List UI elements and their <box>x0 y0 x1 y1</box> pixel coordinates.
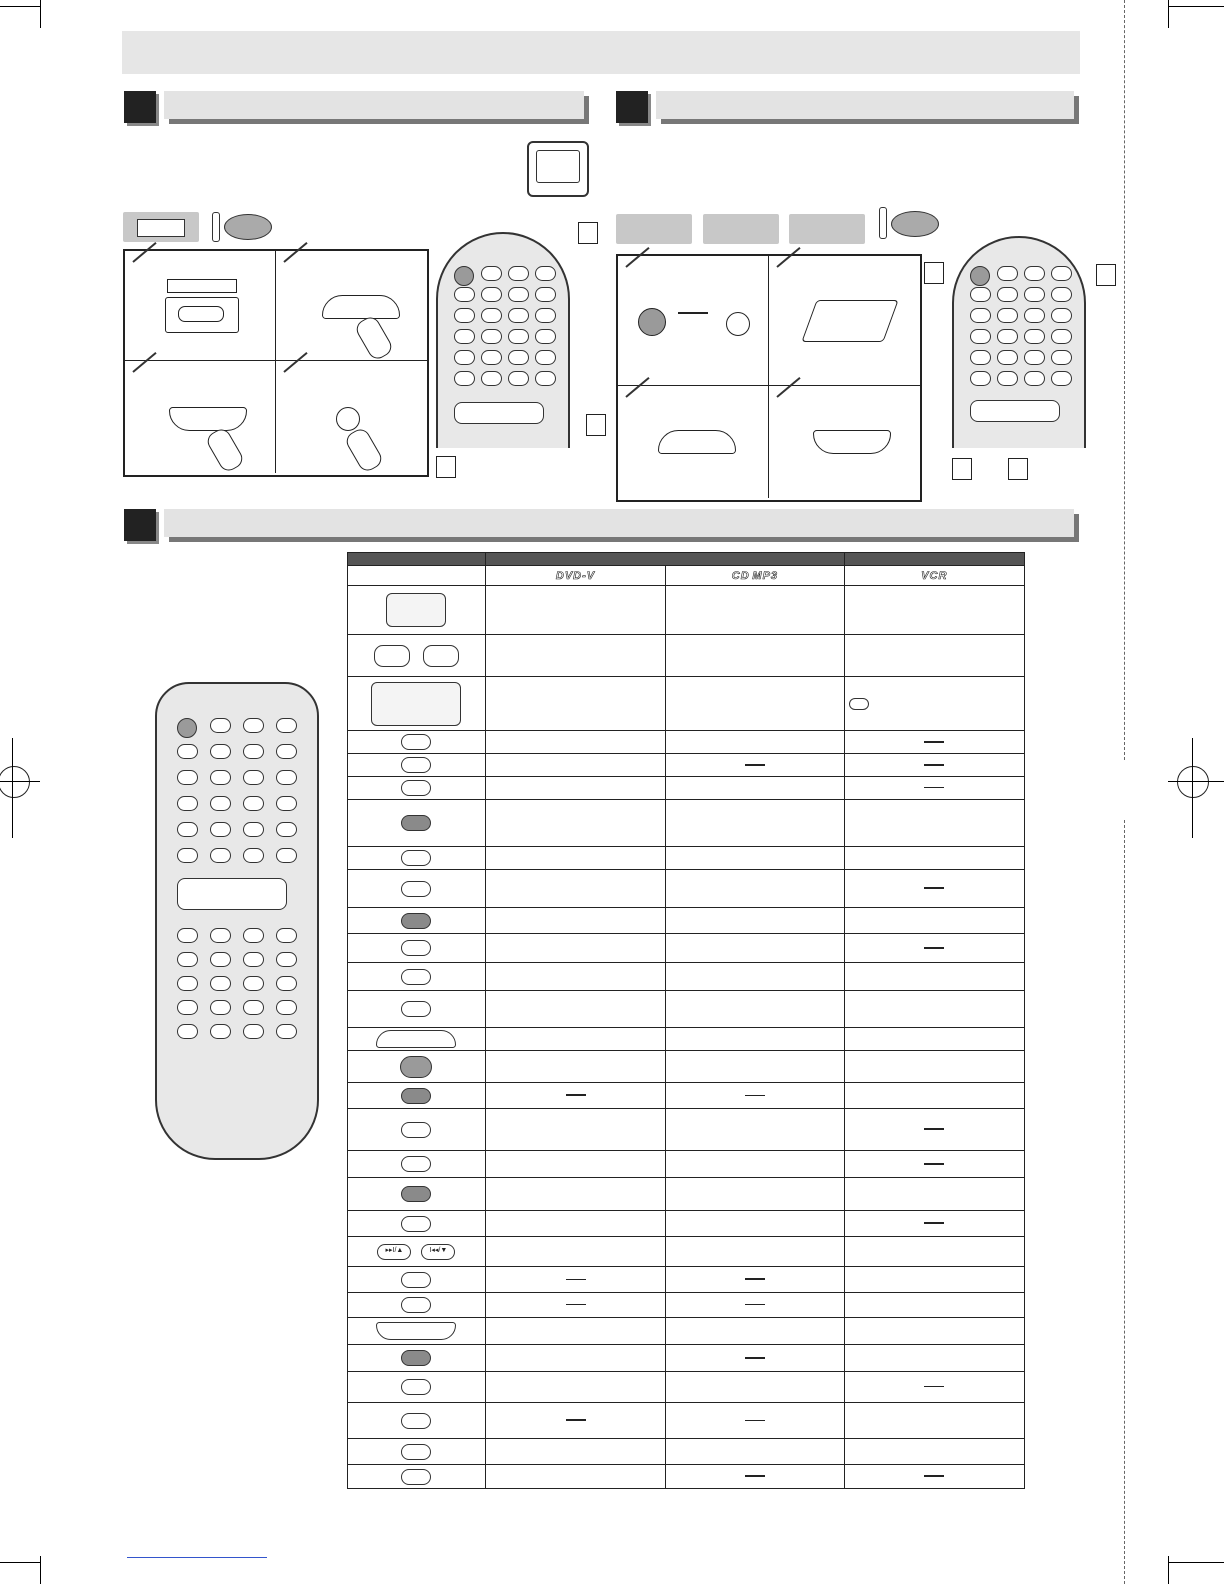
remote-button <box>243 744 264 759</box>
registration-mark <box>1177 766 1209 798</box>
remote-button <box>508 329 529 344</box>
table-row <box>348 635 1025 677</box>
table-row <box>348 1439 1025 1465</box>
button-icon <box>401 734 431 750</box>
remote-button <box>276 976 297 991</box>
step-power-open <box>618 256 769 386</box>
header-cell <box>348 553 486 566</box>
button-icon <box>401 1444 431 1460</box>
remote-button <box>508 266 529 281</box>
remote-button <box>481 371 502 386</box>
step-press-stop <box>769 386 920 498</box>
crop-mark <box>40 0 41 28</box>
remote-partial-right <box>952 236 1088 448</box>
remote-button <box>970 350 991 365</box>
button-icon <box>401 815 431 831</box>
table-row <box>348 847 1025 870</box>
button-icon <box>401 1469 431 1485</box>
vcr-cassette-icon <box>123 212 199 242</box>
remote-button <box>970 287 991 302</box>
section-header-right <box>616 91 1074 121</box>
remote-button <box>481 266 502 281</box>
remote-button <box>177 744 198 759</box>
registration-mark <box>1168 781 1224 782</box>
remote-button <box>535 329 556 344</box>
table-row <box>348 1083 1025 1109</box>
remote-button <box>454 308 475 323</box>
step-insert-cassette <box>125 251 276 361</box>
remote-button <box>1024 350 1045 365</box>
not-available-mark <box>566 1419 586 1421</box>
rewind-icon <box>374 645 410 667</box>
not-available-mark <box>924 1222 944 1224</box>
cd-logo: CD <box>731 569 750 582</box>
crop-mark <box>1168 1556 1169 1584</box>
button-icon <box>401 1122 431 1138</box>
remote-button <box>1024 266 1045 281</box>
button-icon <box>401 1216 431 1232</box>
not-available-mark <box>745 1475 765 1477</box>
dvd-logo-cell <box>485 566 665 586</box>
not-available-mark <box>924 741 944 743</box>
button-icon <box>401 1350 431 1366</box>
remote-button <box>243 1024 264 1039</box>
fold-line <box>1124 820 1125 1584</box>
button-icon <box>401 881 431 897</box>
remote-button <box>177 770 198 785</box>
page-title-bar <box>122 31 1080 74</box>
section-header-left <box>124 91 584 121</box>
table-row <box>348 1051 1025 1083</box>
remote-button <box>177 796 198 811</box>
remote-partial-left <box>436 232 572 448</box>
table-row <box>348 754 1025 777</box>
remote-button <box>535 308 556 323</box>
crop-mark <box>40 1556 41 1584</box>
crop-mark <box>0 1562 40 1563</box>
table-row <box>348 1293 1025 1318</box>
eject-button-icon <box>726 312 750 336</box>
cd-mp3-logo-cell <box>666 566 844 586</box>
remote-button <box>177 822 198 837</box>
remote-button <box>1051 266 1072 281</box>
play-stop-cluster <box>970 400 1060 422</box>
disc-tray-icon <box>801 300 898 342</box>
remote-button <box>243 952 264 967</box>
remote-button <box>535 287 556 302</box>
remote-button <box>177 1000 198 1015</box>
skip-up-icon: ▸▸I/▲ <box>377 1244 411 1260</box>
mp3-logo: MP3 <box>752 569 779 582</box>
play-button-icon <box>322 295 400 319</box>
remote-button <box>210 770 231 785</box>
registration-mark <box>0 781 40 782</box>
remote-button <box>276 1024 297 1039</box>
remote-button <box>276 796 297 811</box>
remote-button <box>210 952 231 967</box>
button-icon <box>401 1379 431 1395</box>
table-row <box>348 1372 1025 1403</box>
remote-button <box>210 744 231 759</box>
not-available-mark <box>924 764 944 766</box>
eject-button-icon <box>336 407 360 431</box>
table-row <box>348 1465 1025 1489</box>
finger-icon <box>343 426 385 474</box>
not-available-mark <box>745 1357 765 1359</box>
media-logo-row <box>348 566 1025 586</box>
not-available-mark <box>924 1163 944 1165</box>
remote-button <box>276 744 297 759</box>
remote-button <box>997 329 1018 344</box>
remote-full <box>155 682 321 1160</box>
table-row <box>348 1028 1025 1051</box>
remote-button <box>210 822 231 837</box>
callout-box <box>578 222 598 244</box>
power-button-icon <box>638 308 666 336</box>
power-button <box>970 266 990 286</box>
not-available-mark <box>924 947 944 949</box>
function-table <box>347 552 1025 1489</box>
footer-rule <box>127 1557 267 1558</box>
remote-button <box>243 928 264 943</box>
callout-box <box>586 414 606 436</box>
section-title-bar <box>164 509 1074 537</box>
button-icon <box>401 1186 431 1202</box>
table-header-row <box>348 553 1025 566</box>
callout-box <box>1096 264 1116 286</box>
remote-button <box>1051 350 1072 365</box>
crop-mark <box>1168 1562 1224 1563</box>
registration-mark <box>1192 738 1193 838</box>
section-number <box>616 91 648 123</box>
remote-button <box>481 329 502 344</box>
play-stop-cluster <box>454 402 544 424</box>
fast-forward-icon <box>423 645 459 667</box>
step-press-play <box>276 251 427 361</box>
remote-button <box>481 287 502 302</box>
button-icon <box>401 913 431 929</box>
power-button <box>177 718 197 738</box>
not-available-mark <box>566 1094 586 1096</box>
pause-icon <box>401 1001 431 1017</box>
remote-button <box>1024 287 1045 302</box>
tv-icon <box>527 141 589 197</box>
table-row <box>348 586 1025 635</box>
step-press-eject <box>276 361 427 473</box>
finger-icon <box>204 426 246 474</box>
remote-button <box>535 350 556 365</box>
remote-button <box>1051 308 1072 323</box>
cassette-icon <box>165 297 239 333</box>
table-row <box>348 908 1025 934</box>
remote-button <box>997 308 1018 323</box>
step-press-play <box>618 386 769 498</box>
table-row <box>348 870 1025 908</box>
remote-button <box>508 308 529 323</box>
remote-button <box>243 822 264 837</box>
section-number <box>124 91 156 123</box>
vcr-logo-cell <box>844 566 1024 586</box>
cassette-slot-icon <box>167 279 237 293</box>
remote-button <box>535 371 556 386</box>
remote-button <box>243 718 264 733</box>
table-row <box>348 1345 1025 1372</box>
remote-button <box>454 371 475 386</box>
table-row <box>348 777 1025 800</box>
remote-button <box>454 329 475 344</box>
table-row <box>348 677 1025 731</box>
remote-button <box>243 770 264 785</box>
remote-button <box>1024 371 1045 386</box>
crop-mark <box>1168 6 1224 7</box>
callout-box <box>436 456 456 478</box>
not-available-mark <box>924 1128 944 1130</box>
not-available-mark <box>924 1475 944 1477</box>
dvd-logo: DVD-V <box>555 569 596 582</box>
vcr-logo: VCR <box>921 569 948 582</box>
remote-button <box>970 329 991 344</box>
remote-button <box>1024 329 1045 344</box>
table-row <box>348 1403 1025 1439</box>
remote-button <box>481 308 502 323</box>
remote-button <box>454 350 475 365</box>
skip-down-icon: I◂◂/▼ <box>421 1244 455 1260</box>
remote-button <box>210 1000 231 1015</box>
remote-button <box>970 371 991 386</box>
up-icon <box>849 698 869 710</box>
button-icon <box>401 1297 431 1313</box>
play-stop-cluster <box>177 878 287 910</box>
not-available-mark <box>745 1420 765 1421</box>
crop-mark <box>0 6 40 7</box>
remote-button <box>243 848 264 863</box>
remote-button <box>243 976 264 991</box>
stop-button-icon <box>813 430 891 454</box>
remote-button <box>1051 287 1072 302</box>
remote-button <box>508 287 529 302</box>
remote-button <box>535 266 556 281</box>
remote-button <box>177 976 198 991</box>
not-available-mark <box>924 787 944 788</box>
remote-button <box>210 796 231 811</box>
remote-button <box>454 287 475 302</box>
table-row <box>348 1178 1025 1211</box>
not-available-mark <box>745 764 765 766</box>
remote-button <box>177 928 198 943</box>
step-load-disc <box>769 256 920 386</box>
not-available-mark <box>745 1304 765 1305</box>
cd-disc-icon <box>703 214 779 244</box>
remote-button <box>276 952 297 967</box>
remote-button <box>243 796 264 811</box>
slow-icon <box>401 1272 431 1288</box>
remote-button <box>1051 329 1072 344</box>
remote-button <box>210 928 231 943</box>
button-icon <box>401 1088 431 1104</box>
step-press-stop <box>125 361 276 473</box>
dvd-disc-icon <box>616 214 692 244</box>
callout-box <box>952 458 972 480</box>
table-row <box>348 1318 1025 1345</box>
header-cell <box>485 553 844 566</box>
table-row <box>348 991 1025 1028</box>
play-button-icon <box>658 430 736 454</box>
not-available-mark <box>745 1095 765 1096</box>
table-row <box>348 934 1025 963</box>
remote-button <box>210 1024 231 1039</box>
button-icon <box>401 780 431 796</box>
vcr-steps-panel <box>123 249 429 477</box>
remote-button <box>997 371 1018 386</box>
stop-button-icon <box>169 407 247 431</box>
section-title-bar <box>164 91 584 119</box>
remote-button <box>276 1000 297 1015</box>
table-row <box>348 963 1025 991</box>
remote-button <box>970 308 991 323</box>
table-row <box>348 731 1025 754</box>
cursor-keys-icon <box>371 682 461 726</box>
power-icon <box>400 1056 432 1078</box>
table-row <box>348 800 1025 847</box>
button-icon <box>401 850 431 866</box>
not-available-mark <box>924 887 944 889</box>
remote-button <box>508 371 529 386</box>
table-row <box>348 1211 1025 1237</box>
mp3-disc-icon <box>789 214 865 244</box>
registration-mark <box>12 738 13 838</box>
table-row <box>348 1237 1025 1267</box>
remote-button <box>210 848 231 863</box>
remote-button <box>276 848 297 863</box>
section-header-bottom <box>124 509 1074 539</box>
table-row <box>348 1151 1025 1178</box>
not-available-mark <box>566 1304 586 1305</box>
crop-mark <box>1168 0 1169 28</box>
remote-button <box>997 266 1018 281</box>
remote-button <box>276 770 297 785</box>
remote-button <box>276 928 297 943</box>
remote-button <box>481 350 502 365</box>
button-icon <box>401 757 431 773</box>
remote-button <box>177 848 198 863</box>
table-row <box>348 1267 1025 1293</box>
remote-button <box>276 822 297 837</box>
registration-mark <box>0 766 30 798</box>
remote-button <box>997 287 1018 302</box>
remote-button <box>210 976 231 991</box>
vcr-dvd-icon <box>401 1413 431 1429</box>
remote-button <box>243 1000 264 1015</box>
eject-icon <box>401 969 431 985</box>
dvd-steps-panel <box>616 254 922 502</box>
remote-button <box>276 718 297 733</box>
section-number <box>124 509 156 541</box>
button-icon <box>401 940 431 956</box>
remote-button <box>508 350 529 365</box>
section-title-bar <box>656 91 1074 119</box>
dvd-mode-switch-icon <box>877 207 943 239</box>
corner-cell <box>348 566 486 586</box>
power-button <box>454 266 474 286</box>
fold-line <box>1124 0 1125 760</box>
callout-box <box>1008 458 1028 480</box>
remote-button <box>1024 308 1045 323</box>
return-icon <box>401 1156 431 1172</box>
not-available-mark <box>924 1386 944 1387</box>
remote-button <box>210 718 231 733</box>
callout-box <box>924 262 944 284</box>
finger-icon <box>353 314 395 362</box>
header-cell <box>844 553 1024 566</box>
not-available-mark <box>745 1278 765 1280</box>
stop-icon <box>376 1322 456 1340</box>
arrow-icon <box>678 312 708 314</box>
number-keys-icon <box>386 593 446 627</box>
remote-button <box>177 952 198 967</box>
vcr-mode-switch-icon <box>210 212 276 242</box>
remote-button <box>997 350 1018 365</box>
remote-button <box>1051 371 1072 386</box>
table-row <box>348 1109 1025 1151</box>
not-available-mark <box>566 1279 586 1280</box>
play-icon <box>376 1030 456 1048</box>
remote-button <box>177 1024 198 1039</box>
